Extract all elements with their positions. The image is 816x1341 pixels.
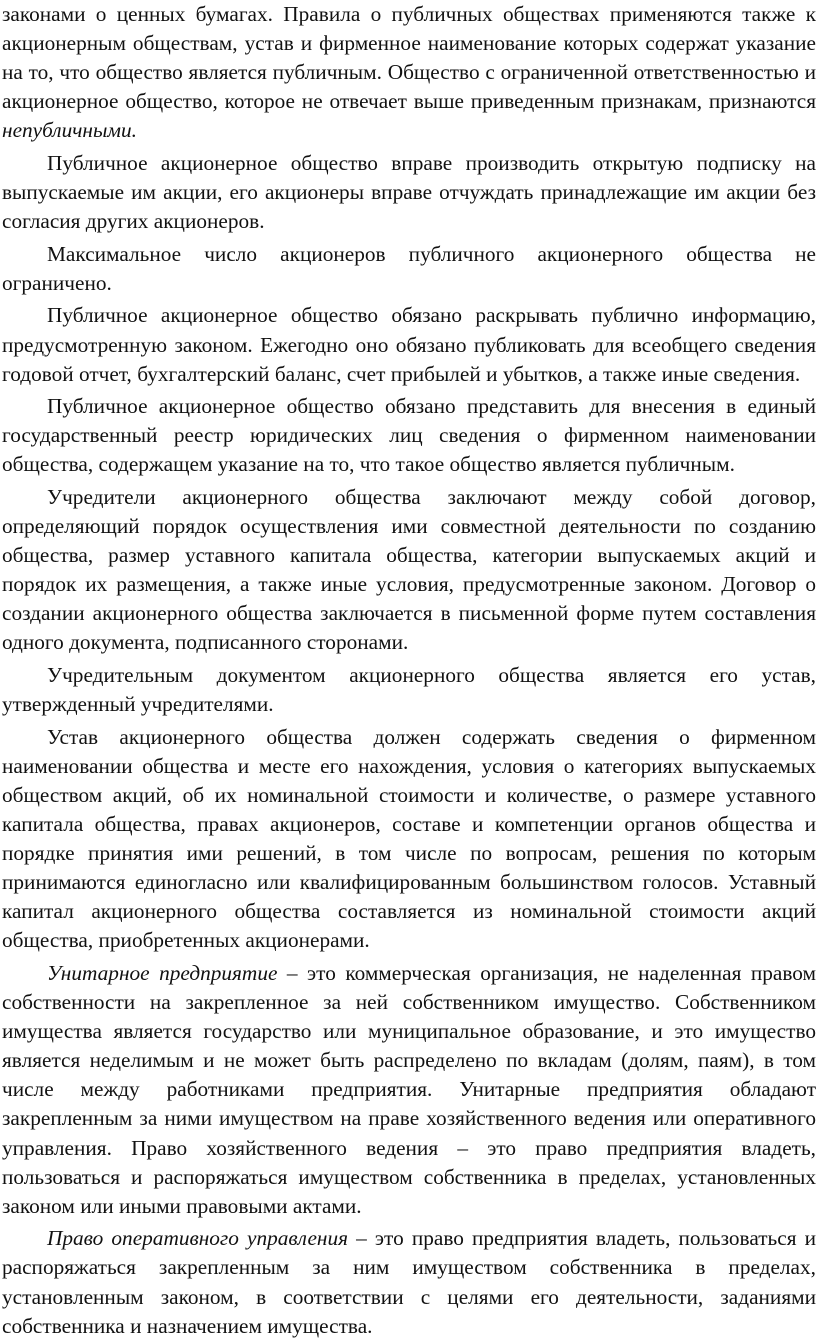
paragraph-text: Устав акционерного общества должен содержать сведения о фирменном наименовании общества и месте его нахождения, условия о категориях выпускаемых обществом акций, об их номинальной стоимости и количестве, о размере уставного капитала общества, правах акционеров, составе и компетенции органов общества и порядке принятия ими решений, в том числе по вопросам, решения по которым принимаются единогласно или квалифицированным большинством голосов. Уставный капитал акционерного общества составляется из номинальной стоимости акций общества, приобретенных акционерами. <box>2 724 816 953</box>
paragraph-text: законами о ценных бумагах. Правила о публичных обществах применяются также к акционерным обществам, устав и фирменное наименование которых содержат указание на то, что общество является публичным. Общество с ограниченной ответственностью и акционерное общество, которое не отвечает выше приведенным признакам, признаются <box>2 2 816 114</box>
paragraph-text: Максимальное число акционеров публичного акционерного общества не ограничено. <box>2 241 816 295</box>
paragraph-italic-term: непубличными. <box>2 118 137 143</box>
paragraph-public-companies-rules <box>2 0 816 145</box>
paragraph-text: Публичное акционерное общество обязано раскрывать публично информацию, предусмотренную законом. Ежегодно оно обязано публиковать для всеобщего сведения годовой отчет, бухгалтерский баланс, счет прибылей и убытков, а также иные сведения. <box>2 303 816 386</box>
paragraph-state-register <box>2 392 816 479</box>
paragraph-italic-term: Унитарное предприятие <box>47 961 278 985</box>
paragraph-text: – это коммерческая организация, не наделенная правом собственности на закрепленное за ней собственником имущество. Собственником имущества является государство или муниципальное образование, и это имущество является неделимым и не может быть распределено по вкладам (долям, паям), в том числе между работниками предприятия. Унитарные предприятия обладают закрепленным за ними имуществом на праве хозяйственного ведения или оперативного управления. Право хозяйственного ведения – это право предприятия владеть, пользоваться и распоряжаться имуществом собственника в пределах, установленных законом или иными правовыми актами. <box>2 961 816 1218</box>
paragraph-text: Публичное акционерное общество обязано представить для внесения в единый государственный реестр юридических лиц сведения о фирменном наименовании общества, содержащем указание на то, что такое общество является публичным. <box>2 394 816 477</box>
paragraph-max-shareholders <box>2 240 816 298</box>
paragraph-operational-management <box>2 1224 816 1340</box>
paragraph-text: – это право предприятия владеть, пользоваться и распоряжаться закрепленным за ним имуществом собственника в пределах, установленным законом, в соответствии с целями его деятельности, заданиями собственника и назначением имущества. <box>2 1226 816 1338</box>
paragraph-text: Учредительным документом акционерного общества является его устав, утвержденный учредителями. <box>2 663 816 717</box>
paragraph-disclosure <box>2 301 816 388</box>
paragraph-text: Публичное акционерное общество вправе производить открытую подписку на выпускаемые им акции, его акционеры вправе отчуждать принадлежащие им акции без согласия других акционеров. <box>2 150 816 234</box>
paragraph-charter-contents <box>2 723 816 956</box>
paragraph-italic-term: Право оперативного управления <box>47 1226 349 1251</box>
paragraph-text: Учредители акционерного общества заключают между собой договор, определяющий порядок осуществления ими совместной деятельности по созданию общества, размер уставного капитала общества, категории выпускаемых акций и порядок их размещения, а также иные условия, предусмотренные законом. Договор о создании акционерного общества заключается в письменной форме путем составления одного документа, подписанного сторонами. <box>2 485 816 655</box>
paragraph-open-subscription <box>2 149 816 236</box>
paragraph-unitary-enterprise <box>2 959 816 1221</box>
paragraph-founding-document <box>2 661 816 719</box>
paragraph-founders-agreement <box>2 483 816 658</box>
